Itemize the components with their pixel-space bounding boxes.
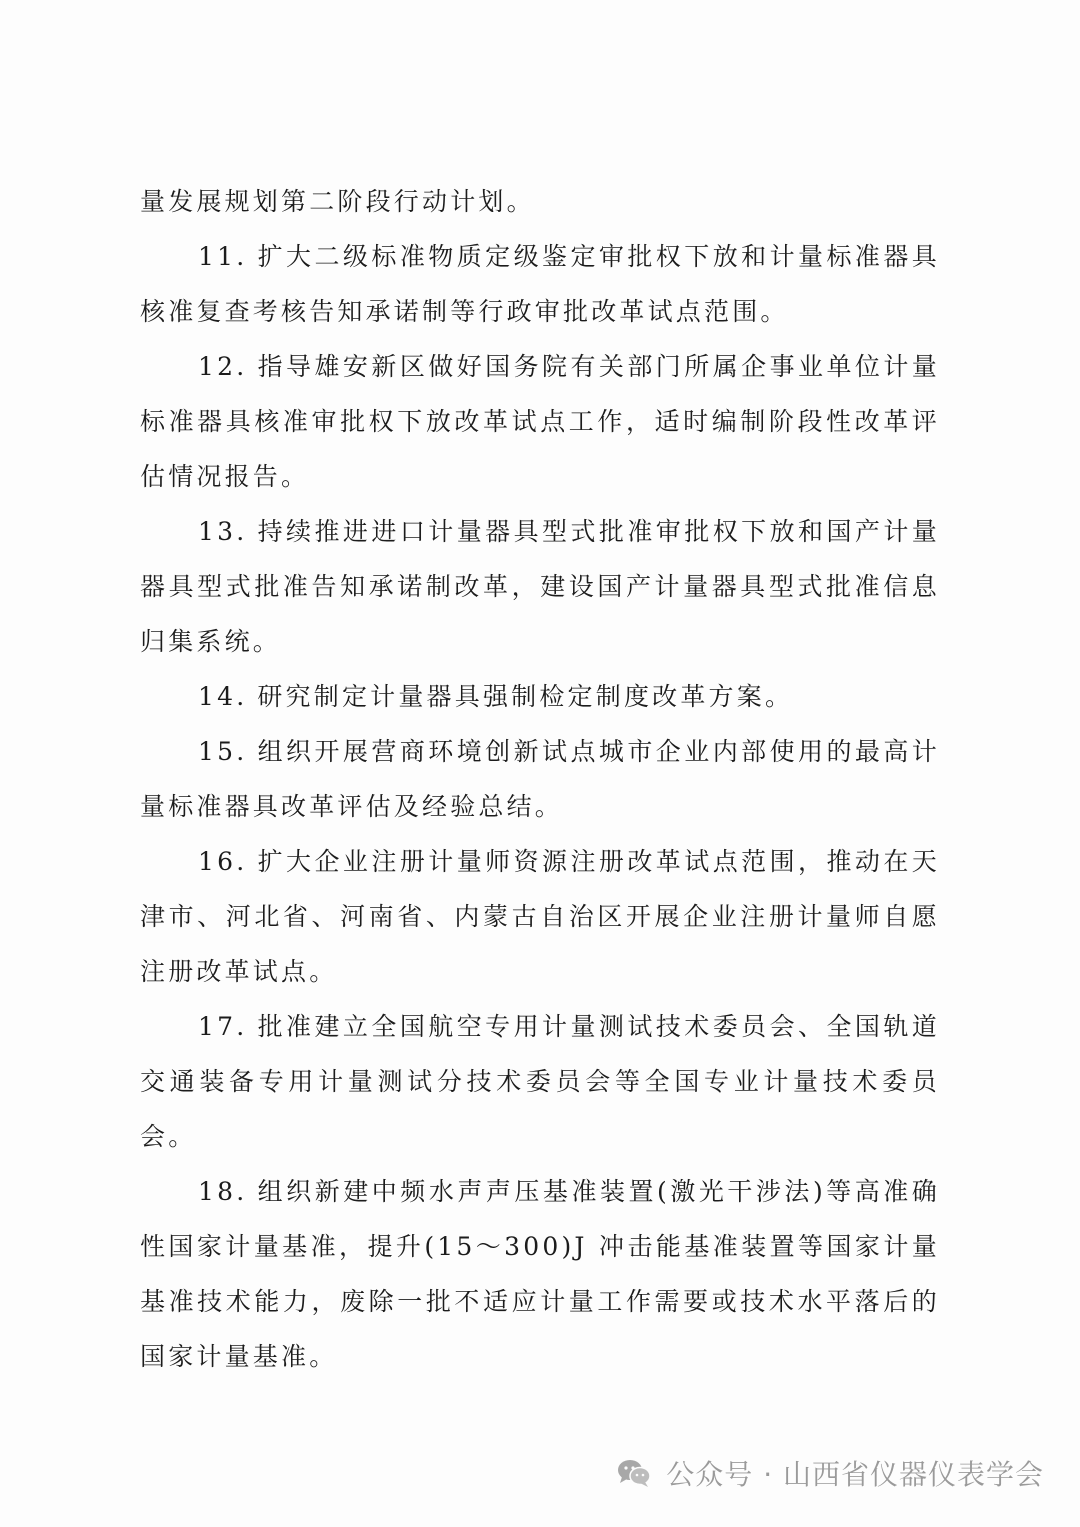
paragraph-item-17 [140,999,940,1164]
item-number: 11. [198,242,248,271]
paragraph-item-14 [140,669,940,724]
paragraph-item-18 [140,1164,940,1384]
paragraph-text: 扩大企业注册计量师资源注册改革试点范围，推动在天津市、河北省、河南省、内蒙古自治区开展企业注册计量师自愿注册改革试点。 [140,847,940,986]
watermark-text: 公众号 · 山西省仪器仪表学会 [666,1458,1044,1491]
paragraph-item-15 [140,724,940,834]
paragraph-item-16 [140,834,940,999]
item-number: 13. [198,517,248,546]
wechat-icon [616,1458,652,1488]
item-number: 15. [198,737,248,766]
item-number: 18. [198,1177,248,1206]
paragraph-item-11 [140,229,940,339]
paragraph-text: 组织新建中频水声声压基准装置(激光干涉法)等高准确性国家计量基准，提升(15～300)J 冲击能基准装置等国家计量基准技术能力，废除一批不适应计量工作需要或技术水平落后的国家计量基准。 [140,1177,940,1371]
paragraph-text: 扩大二级标准物质定级鉴定审批权下放和计量标准器具核准复查考核告知承诺制等行政审批改革试点范围。 [140,242,940,326]
paragraph-item-12 [140,339,940,504]
item-number: 17. [198,1012,248,1041]
paragraph-text: 指导雄安新区做好国务院有关部门所属企事业单位计量标准器具核准审批权下放改革试点工作，适时编制阶段性改革评估情况报告。 [140,352,940,491]
paragraph-text: 研究制定计量器具强制检定制度改革方案。 [257,682,794,711]
item-number: 14. [198,682,248,711]
paragraph-text: 持续推进进口计量器具型式批准审批权下放和国产计量器具型式批准告知承诺制改革，建设国产计量器具型式批准信息归集系统。 [140,517,940,656]
wechat-watermark [616,1449,1044,1497]
paragraph-text: 批准建立全国航空专用计量测试技术委员会、全国轨道交通装备专用计量测试分技术委员会等全国专业计量技术委员会。 [140,1012,940,1151]
paragraph-text: 量发展规划第二阶段行动计划。 [140,187,535,216]
document-body [140,174,940,1384]
paragraph-continuation [140,174,940,229]
item-number: 12. [198,352,248,381]
item-number: 16. [198,847,248,876]
paragraph-item-13 [140,504,940,669]
paragraph-text: 组织开展营商环境创新试点城市企业内部使用的最高计量标准器具改革评估及经验总结。 [140,737,940,821]
